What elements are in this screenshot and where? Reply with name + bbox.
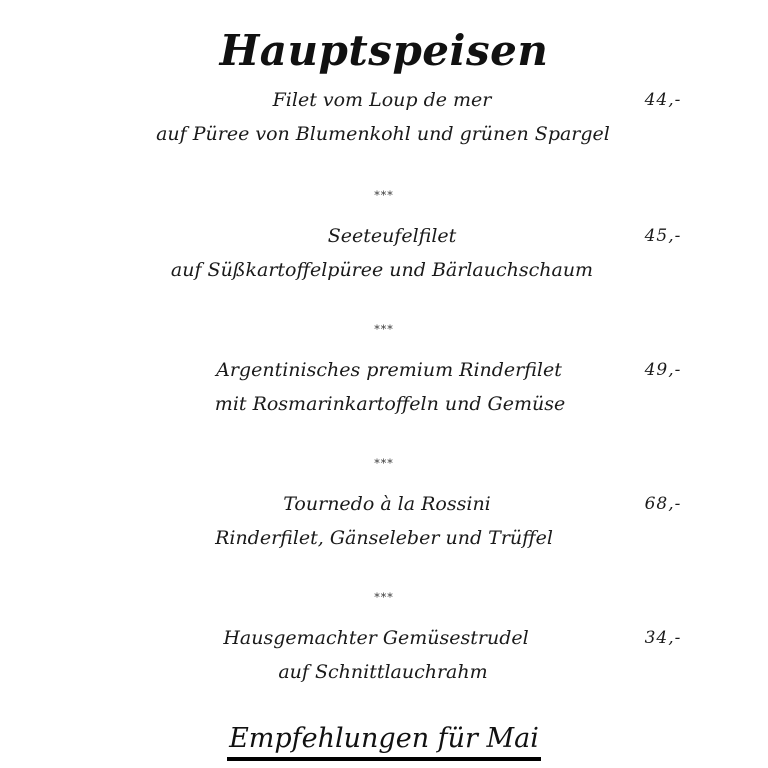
separator: *** — [374, 189, 394, 202]
dish-description: Rinderfilet, Gänseleber und Trüffel — [215, 527, 553, 549]
dish-price: 49,- — [644, 360, 682, 380]
separator: *** — [374, 457, 394, 470]
separator: *** — [374, 323, 394, 336]
dish-price: 45,- — [644, 226, 682, 246]
dish-description: auf Süßkartoffelpüree und Bärlauchschaum — [170, 259, 594, 281]
dish-price: 34,- — [644, 628, 682, 648]
menu-title: Hauptspeisen — [219, 26, 549, 76]
separator: *** — [374, 591, 394, 604]
recommendations-link[interactable]: Empfehlungen für Mai — [227, 722, 541, 761]
dish-description: auf Püree von Blumenkohl und grünen Spargel — [156, 123, 610, 145]
dish-description: auf Schnittlauchrahm — [278, 661, 488, 683]
dish-price: 44,- — [644, 90, 682, 110]
dish-price: 68,- — [644, 494, 682, 514]
dish-name: Argentinisches premium Rinderfilet — [216, 359, 562, 381]
dish-name: Hausgemachter Gemüsestrudel — [223, 627, 529, 649]
dish-name: Tournedo à la Rossini — [283, 493, 491, 515]
dish-name: Seeteufelfilet — [327, 225, 457, 247]
dish-description: mit Rosmarinkartoffeln und Gemüse — [214, 393, 566, 415]
footer — [0, 722, 768, 761]
dish-name: Filet vom Loup de mer — [272, 89, 492, 111]
